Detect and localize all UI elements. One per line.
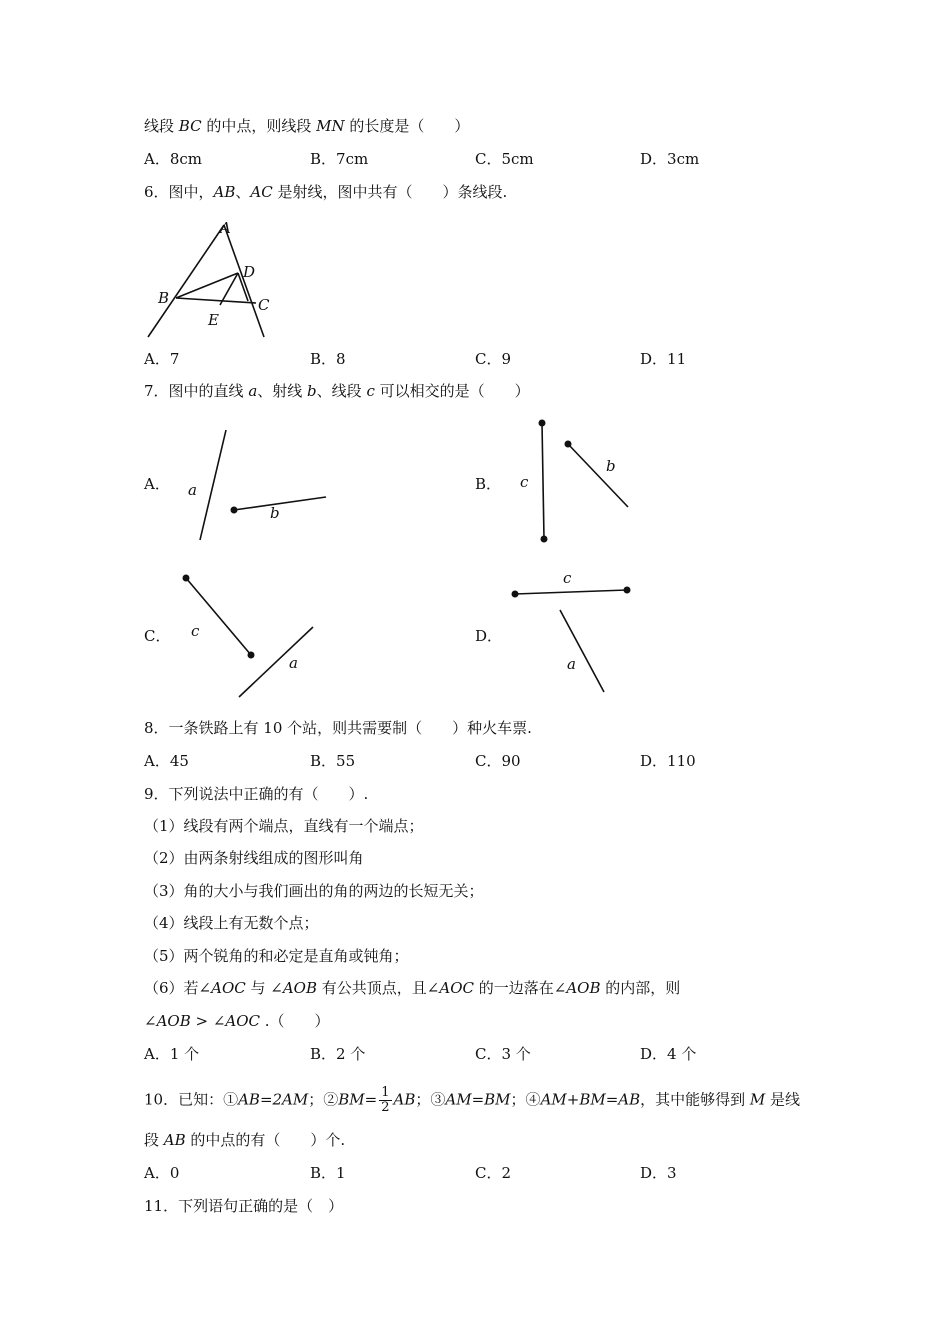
- q11-stem: 11．下列语句正确的是（ ）: [144, 1197, 344, 1215]
- q10-stem-line1: 10．已知：①AB=2AM；②BM= $\frac{1}{2}$ AB；③AM=BM；④AM+BM=AB，其中能够得到 M 是线: [144, 1085, 801, 1115]
- q9-item-3: （3）角的大小与我们画出的角的两边的长短无关；: [144, 882, 484, 900]
- q6-option-c[interactable]: C．9: [475, 350, 512, 368]
- q7-choice-d-label[interactable]: D．: [475, 627, 503, 645]
- q6-label-e: E: [208, 311, 219, 329]
- q10-option-c[interactable]: C．2: [475, 1164, 512, 1182]
- q7-figure-d: [505, 565, 645, 700]
- q9-item-6-cont: ∠AOB > ∠AOC .（ ）: [144, 1012, 330, 1030]
- q6-option-b[interactable]: B．8: [310, 350, 346, 368]
- q5-option-c[interactable]: C．5cm: [475, 150, 534, 168]
- q7-choice-b-label[interactable]: B．: [475, 475, 502, 493]
- q6-label-c: C: [258, 296, 270, 314]
- q6-label-d: D: [243, 263, 256, 281]
- q10-option-b[interactable]: B．1: [310, 1164, 346, 1182]
- q7-figure-c: [175, 570, 325, 700]
- q5-stem-tail: 线段 BC 的中点，则线段 MN 的长度是（ ）: [144, 117, 470, 135]
- q7-choice-c-label[interactable]: C．: [144, 627, 171, 645]
- q10-option-a[interactable]: A．0: [144, 1164, 180, 1182]
- q7a-label-b: b: [270, 504, 280, 522]
- q9-item-4: （4）线段上有无数个点；: [144, 914, 319, 932]
- q6-label-b: B: [158, 289, 170, 307]
- q9-stem: 9．下列说法中正确的有（ ）.: [144, 785, 369, 803]
- q10-fraction: $\frac{1}{2}$: [381, 1085, 390, 1115]
- q7c-label-c: c: [191, 622, 200, 640]
- q5-option-a[interactable]: A．8cm: [144, 150, 203, 168]
- q5-option-b[interactable]: B．7cm: [310, 150, 369, 168]
- q7c-label-a: a: [289, 654, 298, 672]
- q7b-label-c: c: [520, 473, 529, 491]
- q7d-label-c: c: [563, 569, 572, 587]
- q8-option-a[interactable]: A．45: [144, 752, 189, 770]
- q6-triangle-figure: [140, 215, 290, 345]
- q9-item-2: （2）由两条射线组成的图形叫角: [144, 849, 364, 867]
- q8-option-b[interactable]: B．55: [310, 752, 356, 770]
- q7-figure-a: [180, 420, 340, 550]
- q9-item-1: （1）线段有两个端点，直线有一个端点；: [144, 817, 424, 835]
- q6-option-a[interactable]: A．7: [144, 350, 180, 368]
- q8-stem: 8．一条铁路上有 10 个站，则共需要制（ ）种火车票.: [144, 719, 532, 737]
- q6-option-d[interactable]: D．11: [640, 350, 687, 368]
- q6-stem: 6．图中，AB、AC 是射线，图中共有（ ）条线段.: [144, 183, 508, 201]
- q7b-label-b: b: [606, 457, 616, 475]
- q7d-label-a: a: [567, 655, 576, 673]
- q9-item-6: （6）若∠AOC 与 ∠AOB 有公共顶点，且∠AOC 的一边落在∠AOB 的内部，则: [144, 979, 681, 997]
- q8-option-d[interactable]: D．110: [640, 752, 696, 770]
- q9-option-b[interactable]: B．2 个: [310, 1045, 366, 1063]
- q8-option-c[interactable]: C．90: [475, 752, 521, 770]
- q9-item-5: （5）两个锐角的和必定是直角或钝角；: [144, 947, 409, 965]
- q7-choice-a-label[interactable]: A．: [144, 475, 170, 493]
- q9-option-c[interactable]: C．3 个: [475, 1045, 531, 1063]
- q7-stem: 7．图中的直线 a、射线 b、线段 c 可以相交的是（ ）: [144, 382, 530, 400]
- q7a-label-a: a: [188, 481, 197, 499]
- q9-option-a[interactable]: A．1 个: [144, 1045, 200, 1063]
- q9-option-d[interactable]: D．4 个: [640, 1045, 697, 1063]
- q7-figure-b: [510, 415, 640, 550]
- q10-stem-line2: 段 AB 的中点的有（ ）个.: [144, 1131, 346, 1149]
- q10-option-d[interactable]: D．3: [640, 1164, 677, 1182]
- q6-label-a: A: [220, 219, 231, 237]
- q5-option-d[interactable]: D．3cm: [640, 150, 700, 168]
